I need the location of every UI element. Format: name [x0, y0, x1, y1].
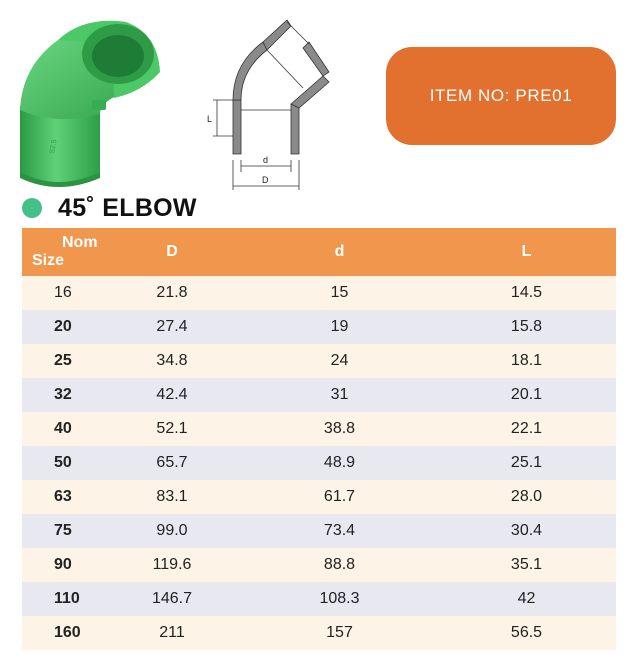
- table-row: [22, 276, 616, 310]
- product-title-text: 45˚ ELBOW: [58, 193, 197, 222]
- cell-D: 52.1: [156, 420, 188, 437]
- table-row: [22, 582, 616, 616]
- cell-size: 75: [54, 522, 72, 539]
- table-row: [22, 344, 616, 378]
- cell-d: 73.4: [323, 522, 356, 539]
- cell-size: 110: [54, 590, 80, 607]
- table-header: [22, 228, 616, 276]
- cell-size: 20: [54, 318, 72, 335]
- header-outer-diameter: D: [166, 243, 178, 260]
- cell-size: 90: [54, 556, 72, 573]
- cell-d: 108.3: [319, 590, 360, 607]
- cell-L: 20.1: [510, 386, 543, 403]
- cell-d: 88.8: [323, 556, 356, 573]
- table-row: [22, 514, 616, 548]
- header-size-label: Size: [32, 252, 65, 269]
- table-row: [22, 548, 616, 582]
- cell-size: 32: [54, 386, 72, 403]
- cell-d: 19: [330, 318, 349, 335]
- elbow-dimension-diagram: [205, 14, 345, 194]
- header-nom-size: [22, 228, 102, 276]
- svg-text:S2.5: S2.5: [49, 138, 59, 155]
- cell-L: 56.5: [510, 624, 543, 641]
- item-number-label: ITEM NO: PRE01: [429, 86, 573, 105]
- diagram-label-D: D: [262, 175, 269, 185]
- cell-L: 18.1: [510, 352, 543, 369]
- cell-D: 21.8: [156, 284, 188, 301]
- table-row: [22, 310, 616, 344]
- header-nom-label: Nom: [62, 234, 98, 251]
- header-length: L: [521, 243, 532, 260]
- cell-size: 50: [54, 454, 72, 471]
- cell-L: 30.4: [510, 522, 543, 539]
- table-row: [22, 378, 616, 412]
- table-row: [22, 446, 616, 480]
- cell-size: 160: [54, 624, 81, 641]
- cell-L: 22.1: [510, 420, 543, 437]
- item-number-badge: [386, 47, 616, 145]
- table-row: [22, 412, 616, 446]
- cell-d: 24: [330, 352, 349, 369]
- cell-D: 65.7: [156, 454, 188, 471]
- cell-L: 14.5: [510, 284, 543, 301]
- cell-D: 83.1: [156, 488, 188, 505]
- cell-D: 34.8: [156, 352, 188, 369]
- diagram-label-L: L: [207, 114, 213, 124]
- header-inner-diameter: d: [334, 243, 345, 260]
- cell-L: 35.1: [510, 556, 543, 573]
- elbow-product-image: [14, 14, 164, 190]
- cell-size: 40: [54, 420, 72, 437]
- cell-D: 42.4: [156, 386, 188, 403]
- cell-D: 27.4: [156, 318, 188, 335]
- cell-L: 42: [517, 590, 536, 607]
- dimension-table: [22, 228, 616, 650]
- cell-d: 31: [330, 386, 349, 403]
- cell-D: 211: [159, 624, 185, 641]
- cell-D: 99.0: [156, 522, 188, 539]
- cell-d: 157: [326, 624, 353, 641]
- cell-d: 48.9: [323, 454, 356, 471]
- diagram-label-d: d: [263, 155, 269, 165]
- cell-D: 146.7: [151, 590, 193, 607]
- cell-d: 61.7: [323, 488, 356, 505]
- cell-L: 28.0: [510, 488, 543, 505]
- product-title: [22, 192, 197, 224]
- cell-size: 63: [54, 488, 72, 505]
- cell-d: 38.8: [323, 420, 356, 437]
- cell-size: 25: [54, 352, 72, 369]
- cell-D: 119.6: [152, 556, 192, 573]
- cell-d: 15: [330, 284, 349, 301]
- table-row: [22, 616, 616, 650]
- bullet-dot-icon: [22, 198, 42, 218]
- cell-size: 16: [54, 284, 72, 301]
- cell-L: 15.8: [510, 318, 543, 335]
- cell-L: 25.1: [510, 454, 543, 471]
- table-row: [22, 480, 616, 514]
